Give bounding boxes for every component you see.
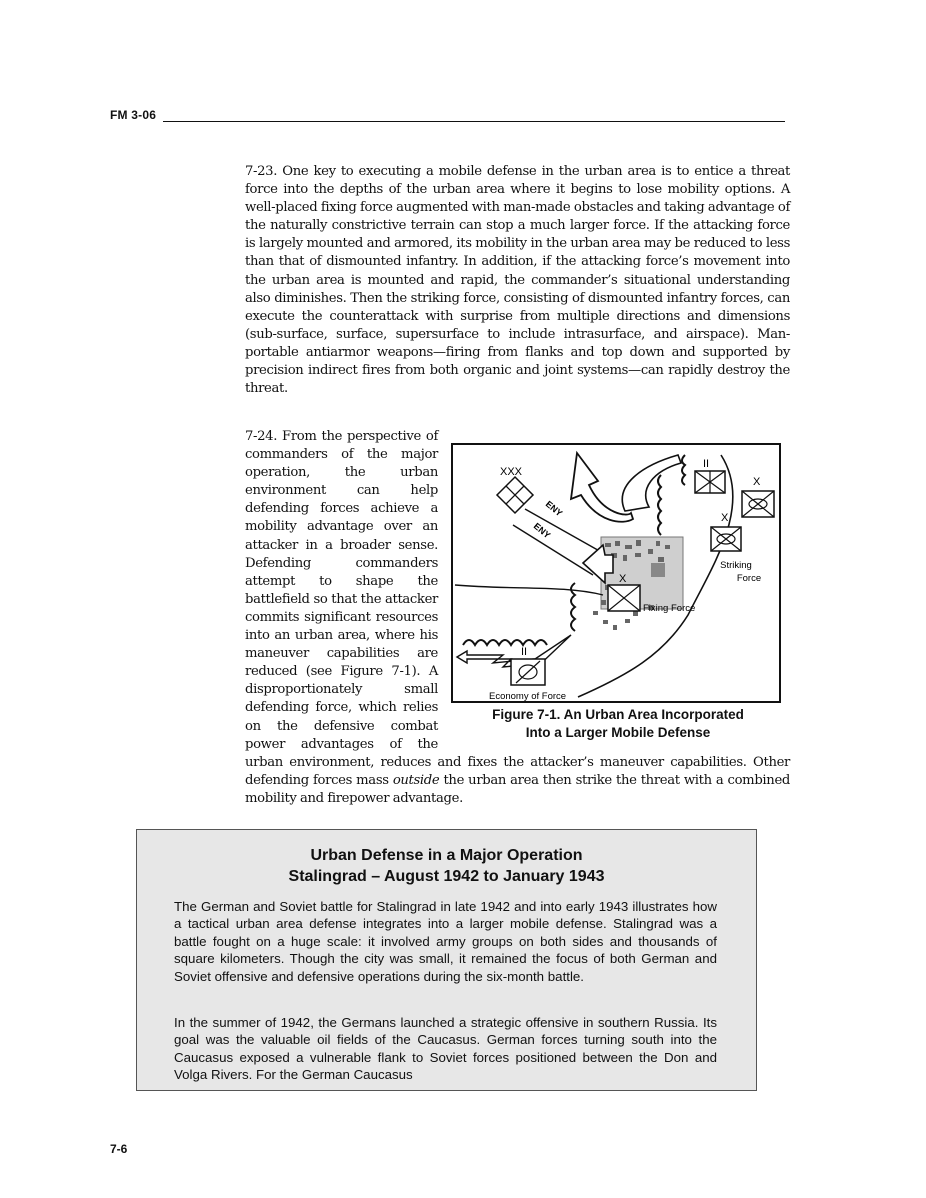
label-xxx: XXX	[500, 466, 523, 478]
economy-of-force-symbol	[511, 659, 545, 685]
counterattack-arrow-north	[571, 453, 633, 522]
striking-brigade-symbol-mid	[711, 527, 741, 551]
road-line	[455, 585, 603, 595]
sidebar-title	[137, 845, 756, 887]
figure-7-1-diagram	[451, 443, 781, 703]
paragraph-7-24-text: 7-24. From the perspective of commanders of the major operation, the urban environment can help defending forces achieve a mobility advantage over an attacker in a broader sense. Defending commanders attempt to shape the battlefield so that the attacker commits significant resources into an urban area, where his maneuver capabilities are reduced (see Figure 7-1). A disproportionately small defending force, which relies on the defensive combat power advantages of the urban environment, reduces and fixes the attacker’s maneuver capabilities. Other defending forces mass	[245, 429, 790, 788]
figure-caption	[445, 706, 791, 742]
sidebar-paragraph-2: In the summer of 1942, the Germans launched a strategic offensive in southern Russia. Its goal was the valuable oil fields of the Caucasus. German forces turning south into the Caucasus exposed a vulnerable flank to Soviet forces positioned between the Don and Volga Rivers. For the German Caucasus	[174, 1015, 717, 1083]
running-header: FM 3-06	[110, 108, 157, 122]
sidebar-title-line-2: Stalingrad – August 1942 to January 1943	[288, 868, 605, 885]
urban-core-block	[651, 563, 665, 577]
mobile-defense-diagram	[453, 445, 779, 701]
obstacle-line-ne	[682, 455, 685, 485]
page-number: 7-6	[110, 1142, 128, 1156]
label-striking-force-1: Striking	[720, 560, 752, 571]
obstacle-line-north	[658, 475, 661, 535]
counterattack-arrow-sweep	[622, 455, 681, 511]
paragraph-7-23: 7-23. One key to executing a mobile defense in the urban area is to entice a threat force into the depths of the urban area where it begins to lose mobility options. A well-placed fixing force augmented with man-made obstacles and taking advantage of the naturally constrictive terrain can stop a much larger force. If the attacking force is largely mounted and armored, its mobility in the urban area may be reduced to less than that of dismounted infantry. In addition, if the attacking force’s movement into the urban area is mounted and rapid, the commander’s situational understanding also diminishes. Then the striking force, consisting of dismounted infantry forces, can execute the counterattack with surprise from multiple directions and dimensions (sub-surface, surface, supersurface to include intrasurface, and airspace). Man-portable antiarmor weapons—firing from flanks and top down and supported by precision indirect fires from both organic and joint systems—can rapidly destroy the threat.	[245, 164, 790, 397]
vignette-sidebar	[136, 829, 757, 1091]
label-fixing-force: Fixing Force	[643, 603, 696, 614]
label-ii-econ: II	[521, 646, 528, 658]
striking-brigade-symbol-right	[742, 491, 774, 517]
figure-caption-line-2: Into a Larger Mobile Defense	[525, 725, 711, 740]
label-economy-of-force: Economy of Force	[489, 691, 567, 701]
figure-caption-line-1: Figure 7-1. An Urban Area Incorporated	[492, 707, 744, 722]
emphasis-outside: outside	[392, 772, 440, 788]
enemy-axis-2	[513, 525, 593, 575]
label-eny-2: ENY	[531, 520, 553, 541]
paragraph-7-24-end: the urban area then strike the threat with a combined mobility and firepower advantage.	[245, 772, 790, 806]
fixing-force-symbol	[608, 585, 640, 611]
label-eny-1: ENY	[543, 498, 565, 519]
header-rule	[163, 121, 785, 122]
sidebar-paragraph-1: The German and Soviet battle for Stalingrad in late 1942 and into early 1943 illustrates how a tactical urban area defense integrates into a larger mobile defense. Stalingrad was a battle fought on a huge scale: it involved army groups on both sides and thousands of square kilometers. Though the city was small, it remained the focus of both German and Soviet offensive and defensive operations during the six-month battle.	[174, 899, 717, 984]
label-x-fixing: X	[619, 573, 627, 585]
enemy-corps-symbol	[497, 477, 533, 513]
label-x-mid: X	[721, 512, 729, 524]
sidebar-title-line-1: Urban Defense in a Major Operation	[310, 847, 583, 864]
label-striking-force-2: Force	[736, 573, 762, 584]
striking-battalion-symbol	[695, 471, 725, 493]
label-ii-top: II	[703, 458, 710, 470]
obstacle-line-south	[463, 640, 547, 645]
label-x-right: X	[753, 476, 761, 488]
